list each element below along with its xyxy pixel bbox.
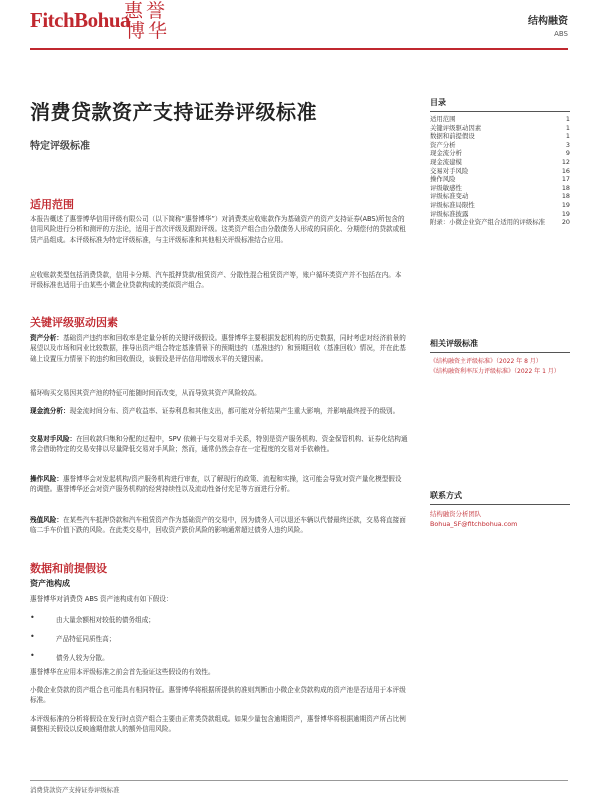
scope-paragraph-1: 本报告概述了惠誉博华信用评级有限公司（以下简称“惠誉博华”）对消费类应收账款作为基础资产的资产支持证券(ABS)所包含的信用风险进行分析和测评的方法论，适用于首次评级及跟踪评级。这类资产组合由分散债务人形成的同质化、分期偿付的贷款或租赁产品组成。本评级标准为特定评级标准，与主评级标准和其他相关评级标准结合应用。 [30,215,406,244]
heading-data-assumptions: 数据和前提假设 [30,562,107,575]
header-category [528,12,568,38]
pool-intro: 惠誉博华对消费贷 ABS 资产池构成有如下假设： [30,595,173,603]
header-divider [30,48,568,50]
toc-page-number: 18 [561,192,570,201]
related-criteria [430,338,570,377]
driver-paragraph: 循环购买交易因其资产池的特征可能随时间而改变，从而导致其资产风险较高。 [30,389,261,397]
toc-label: 资产分析 [430,140,456,149]
toc-label: 适用范围 [430,115,456,123]
toc-page-number: 19 [561,200,570,209]
category-label: 结构融资 [528,16,568,27]
toc-label: 评级标准局限性 [430,200,475,209]
contact-team: 结构融资分析团队 [430,510,482,518]
toc-row[interactable] [430,167,570,176]
footer-text: 消费贷款资产支持证券评级标准 [30,786,120,794]
toc-row[interactable] [430,158,570,167]
data-paragraph-1: 惠誉博华在应用本评级标准之前会首先验证这些假设的有效性。 [30,668,215,676]
toc-row[interactable] [430,124,570,133]
toc-divider [430,111,570,112]
table-of-contents [430,97,570,227]
subheading-pool-composition: 资产池构成 [30,579,70,588]
toc-page-number: 1 [565,115,570,123]
toc-label: 数据和前提假设 [430,132,475,141]
related-link[interactable]: 《结构融资主评级标准》（2022 年 8 月） [430,358,542,365]
toc-label: 评级标准变动 [430,192,469,201]
toc-page-number: 16 [561,166,570,175]
contact-email[interactable]: Bohua_SF@fitchbohua.com [430,520,518,528]
list-item: • 由大量余额相对较低的债务组成； [30,613,155,624]
driver-paragraph: 操作风险：惠誉博华会对发起机构/资产服务机构进行审查，以了解现行的政策、流程和实操，这可能会导致对资产量化模型假设的调整。惠誉博华还会对资产服务机构的经营持续性以及流动性备付充足等方面进行分析。 [30,475,402,494]
driver-paragraph: 资产分析：基础资产违约率和回收率是定量分析的关键评级假设。惠誉博华主要根据发起机构的历史数据，同时考虑对经济前景的展望以及市场和同业比较数据，推导出资产组合特定基准情景下的预期违约（基准违约）和预期回收（基准回收）情况，并在此基础上设置压力情景下的违约和回收假设，该假设是评估信用增级水平的关键因素。 [30,334,406,363]
data-paragraph-2: 小微企业贷款的资产组合也可能具有相同特征。惠誉博华将根据所提供的准则判断由小微企业贷款构成的资产池是否适用于本评级标准。 [30,686,406,705]
toc-label: 关键评级驱动因素 [430,123,482,132]
toc-label: 评级敏感性 [430,183,462,192]
toc-page-number: 1 [565,132,570,141]
toc-page-number: 1 [565,123,570,132]
page-subtitle: 特定评级标准 [30,141,90,152]
heading-scope: 适用范围 [30,198,74,211]
category-sub-label: ABS [554,30,568,38]
related-link[interactable]: 《结构融资利率压力评级标准》（2022 年 1 月） [430,368,560,375]
toc-row[interactable] [430,218,570,227]
list-item: • 债务人较为分散。 [30,651,109,662]
toc-row[interactable] [430,149,570,158]
toc-label: 操作风险 [430,175,456,184]
toc-row[interactable] [430,201,570,210]
toc-label: 附录：小微企业资产组合适用的评级标准 [430,218,546,227]
contact-section [430,490,570,529]
toc-page-number: 12 [561,157,570,166]
page-title: 消费贷款资产支持证券评级标准 [30,100,317,124]
footer-divider [30,780,568,781]
scope-paragraph-2: 应收账款类型包括消费贷款，信用卡分期、汽车抵押贷款/租赁资产、分散性混合租赁资产等，账户循环类资产并不包括在内。本评级标准也适用于由某些小微企业贷款构成的类似资产组合。 [30,271,402,290]
contact-title: 联系方式 [430,491,462,500]
toc-row[interactable] [430,132,570,141]
toc-page-number: 18 [561,183,570,192]
related-divider [430,352,570,353]
toc-page-number: 3 [565,140,570,149]
related-title: 相关评级标准 [430,339,478,348]
driver-paragraph: 交易对手风险：在回收款归集和分配的过程中，SPV 依赖于与交易对手关系，特别是资产服务机构、资金保管机构、证券化结构通常会借助特定的交易安排以尽量降低交易对手风险；然而，通常仍然会存在一定程度的交易对手依赖性。 [30,435,408,454]
driver-paragraph: 残值风险：在某些汽车抵押贷款和汽车租赁资产作为基础资产的交易中，因为债务人可以退还车辆以代替最终还款，交易将直接面临二手车价值下跌的风险。在此类交易中，回收资产跌价风险的影响通常超过债务人违约风险。 [30,516,406,535]
toc-row[interactable] [430,210,570,219]
toc-label: 现金流建模 [430,157,462,166]
heading-key-drivers: 关键评级驱动因素 [30,316,118,329]
toc-label: 评级标准披露 [430,209,469,218]
brand-seal: 惠 誉 博 华 [124,0,168,42]
toc-page-number: 20 [561,218,570,227]
contact-divider [430,504,570,505]
toc-title: 目录 [430,98,446,107]
toc-row[interactable] [430,115,570,124]
toc-page-number: 9 [565,149,570,158]
data-paragraph-3: 本评级标准的分析将假设在发行时点资产组合主要由正常类贷款组成。如果少量包含逾期资产，惠誉博华将根据逾期资产所占比例调整相关假设以反映逾期借款人的额外信用风险。 [30,715,406,734]
driver-paragraph: 现金流分析：现金流时间分布、资产收益率、证券利息和其他支出，都可能对分析结果产生重大影响，并影响最终授予的级别。 [30,407,400,415]
list-item: • 产品特征同质性高； [30,632,116,643]
toc-label: 交易对手风险 [430,166,469,175]
toc-row[interactable] [430,175,570,184]
toc-page-number: 17 [561,175,570,184]
toc-label: 现金流分析 [430,149,462,158]
toc-page-number: 19 [561,209,570,218]
toc-row[interactable] [430,192,570,201]
brand-logo: FitchBohua [30,8,131,32]
